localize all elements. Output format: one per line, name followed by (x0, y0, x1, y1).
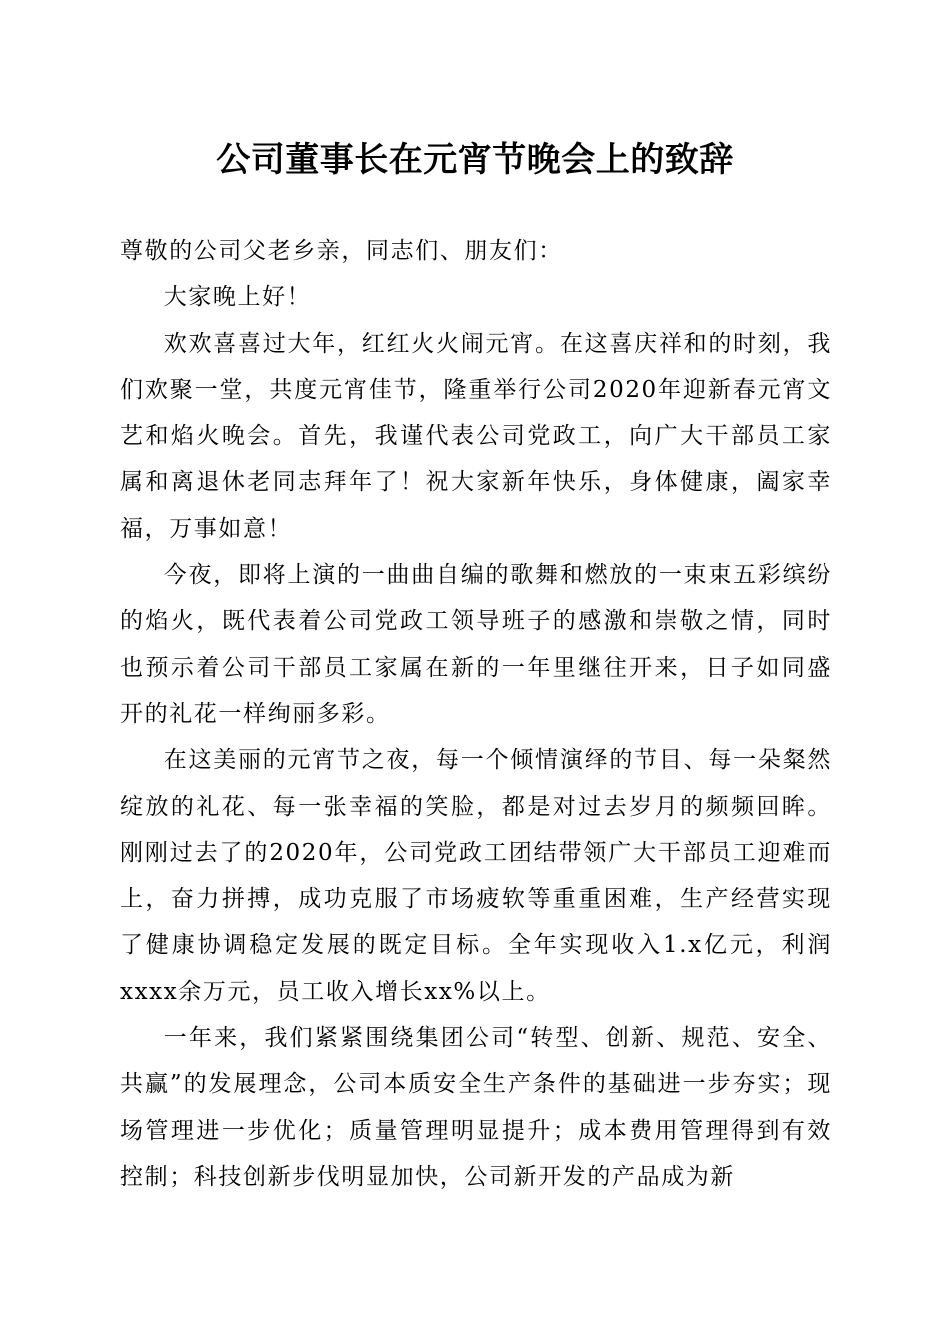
paragraph-celebration: 欢欢喜喜过大年，红红火火闹元宵。在这喜庆祥和的时刻，我们欢聚一堂，共度元宵佳节，隆重举行公司2020年迎新春元宵文艺和焰火晚会。首先，我谨代表公司党政工，向广大干部员工家属和离退休老同志拜年了！祝大家新年快乐，身体健康，阖家幸福，万事如意！ (120, 330, 832, 542)
paragraph-fireworks: 今夜，即将上演的一曲曲自编的歌舞和燃放的一束束五彩缤纷的焰火，既代表着公司党政工领导班子的感激和崇敬之情，同时也预示着公司干部员工家属在新的一年里继往开来，日子如同盛开的礼花一样绚丽多彩。 (120, 562, 832, 727)
paragraph-review: 在这美丽的元宵节之夜，每一个倾情演绎的节目、每一朵粲然绽放的礼花、每一张幸福的笑脸，都是对过去岁月的频频回眸。刚刚过去了的2020年，公司党政工团结带领广大干部员工迎难而上，奋力拼搏，成功克服了市场疲软等重重困难，生产经营实现了健康协调稳定发展的既定目标。全年实现收入1.x亿元，利润xxxx余万元，员工收入增长xx%以上。 (120, 747, 832, 1005)
document-title: 公司董事长在元宵节晚会上的致辞 (216, 140, 734, 180)
paragraph-greeting: 大家晚上好！ (163, 284, 312, 311)
paragraph-achievements: 一年来，我们紧紧围绕集团公司“转型、创新、规范、安全、共赢”的发展理念，公司本质安全生产条件的基础进一步夯实；现场管理进一步优化；质量管理明显提升；成本费用管理得到有效控制；科技创新步伐明显加快，公司新开发的产品成为新 (120, 1025, 832, 1190)
salutation: 尊敬的公司父老乡亲，同志们、朋友们： (120, 238, 563, 264)
document-body (120, 228, 832, 1200)
